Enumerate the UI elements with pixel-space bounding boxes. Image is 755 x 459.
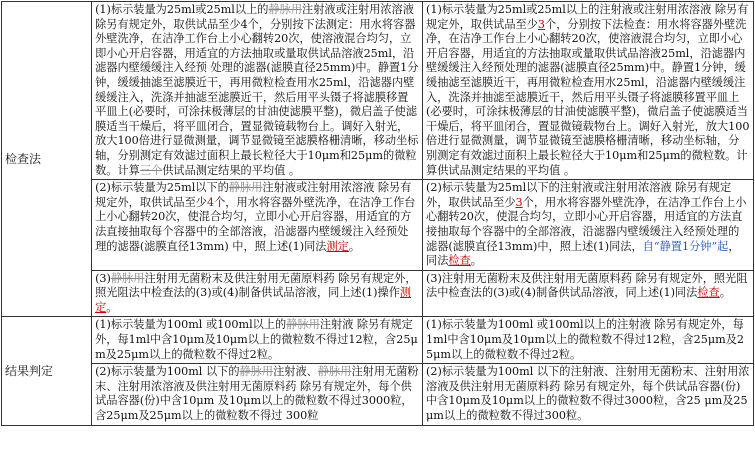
marked-text: 3: [537, 17, 546, 31]
cell-text: 注射用无菌粉末、注射用浓溶液及供注射用无菌原料药 除另有规定外，每个供试品容器(份)中含10μm 及10μm以上的微粒数不得过3000粒，含25μm及25μm以上的微粒数不得过 300粒: [95, 365, 419, 423]
check-3-old: [92, 270, 423, 317]
table-row: [2, 180, 754, 271]
check-2-old: [92, 180, 423, 271]
marked-text: 检查: [697, 286, 720, 300]
cell-text: 。: [106, 300, 118, 314]
marked-text: 静脉用: [317, 365, 352, 379]
marked-text: 3: [515, 195, 523, 209]
cell-text: 。: [719, 286, 731, 300]
marked-text: 测定: [95, 286, 412, 314]
marked-text: 静脉用: [268, 3, 303, 16]
cell-text: 注射液或注射用浓溶液 除另有规定外，取供试品至少: [95, 181, 412, 209]
cell-text: (3): [95, 271, 111, 285]
marked-text: 4: [206, 195, 215, 209]
marked-text: 三个: [139, 163, 163, 177]
result-2-new: [423, 364, 754, 425]
marked-text: 静脉用: [110, 271, 145, 285]
cell-text: 注射液或注射用浓溶液 除另有规定外，取供试品至少4个，分别按下法测定：用水将容器外壁洗净，在洁净工作台上小心翻转20次，使溶液混合均匀，立即小心开启容器，用适宜的方法抽取或量取供试品溶液25ml，沿滤器内壁缓缓注入经预 处理的滤器(滤膜直径25mm)中。静置1分钟，缓缓抽滤至滤膜近干，再用微粒检查用水25ml，沿滤器内壁缓缓注入，洗涤并抽滤至滤膜近干，然后用平头镊子将滤膜移置平皿上(必要时，可涂抹极薄层的甘油使滤膜平整)，微启盖子使滤膜适当干燥后，将平皿闭合，置显微镜载物台上。调好入射光，放大100倍进行显微测量，调节显微镜至滤膜格栅清晰，移动坐标轴，分别测定有效滤过面积上最长粒径大于10μm和25μm的微粒数。计算: [95, 3, 419, 177]
cell-text: 。: [348, 239, 361, 253]
cell-text: (2)标示装量为100ml 以下的注射液、注射用无菌粉末、注射用浓溶液及供注射用无菌原料药 除另有规定外，每个供试品容器(份)中含10μm及10μm以上的微粒数不得过3000粒，含25 μm及25μm以上的微粒数不得过300粒。: [426, 365, 750, 423]
check-3-new: [423, 270, 754, 317]
marked-text: 静脉用: [286, 318, 320, 332]
result-1-new: [423, 317, 754, 364]
table-row: [2, 270, 754, 317]
check-2-new: [423, 180, 754, 271]
check-1-old: [92, 2, 423, 180]
cell-text: (1)标示装量为100ml 或100ml以上的: [95, 318, 287, 332]
cell-text: 个，分别按下法检查：用水将容器外壁洗净，在洁净工作台上小心翻转20次，使溶液混合均匀，立即小心开启容器，用适宜的方法抽取或量取供试品溶液25ml，沿滤器内壁缓缓注入经预处理的滤器(滤膜直径25mm)中。静置1分钟，缓缓抽滤至滤膜近干，再用微粒检查用水25ml，沿滤器内壁缓缓注入，洗涤并抽滤至滤膜近干，然后用平头镊子将滤膜移置平皿上(必要时，可涂抹极薄层的甘油使滤膜平整)，微启盖子使滤膜适当干燥后，将平皿闭合，置显微镜载物台上。调好入射光，放大100倍进行显微测量，调节显微镜至滤膜格栅清晰，移动坐标轴，分别测定有效滤过面积上最长粒径大于10μm和25μm的微粒数。计算供试品测定结果的平均值 。: [426, 17, 750, 177]
check-1-new: [423, 2, 754, 180]
cell-text: (2)标示装量为25ml以下的: [95, 181, 229, 195]
cell-text: 注射用无菌粉末及供注射用无菌原料药 除另有规定外，照光阻法中检查法的(3)或(4)制备供试品溶液，同上述(1)操作: [95, 271, 417, 300]
cell-text: (1)标示装量为25ml或25ml以上的: [95, 3, 269, 16]
marked-text: 测定: [326, 239, 349, 253]
row-label-check: 检查法: [2, 2, 92, 317]
cell-text: 注射液 除另有规定外，每1ml中含10μm及10μm以上的微粒数不得过12粒，含25μm及25μm以上的微粒数不得过2粒。: [95, 318, 418, 361]
marked-text: 自“静置1分钟”起: [642, 239, 729, 253]
result-2-old: [92, 364, 423, 425]
table-row: [2, 317, 754, 364]
comparison-table: [1, 1, 754, 426]
cell-text: (2)标示装量为25ml以下的注射液或注射用浓溶液 除另有规定外，取供试品至少: [426, 181, 732, 209]
result-1-old: [92, 317, 423, 364]
cell-text: 个，用水将容器外壁洗净，在洁净工作台上小心翻转20次，使混合均匀，立即小心开启容器，用适宜的方法直接抽取每个容器中的全部溶液，沿滤器内壁缓缓注入经预处理的滤器(滤膜直径13mm)中，照上述(1)同法，: [426, 195, 747, 253]
cell-text: ，同法: [426, 239, 740, 268]
cell-text: (2)标示装量为100ml 以下的: [95, 365, 240, 379]
cell-text: 个，用水将容器外壁洗净，在洁净工作台上小心翻转20次，使混合均匀，立即小心开启容器，用适宜的方法直接抽取每个容器中的全部溶液，沿滤器内壁缓缓注入经预处理的滤器(滤膜直径13mm) 中，照上述(1)同法: [95, 195, 416, 253]
cell-text: (1)标示装量为100ml 或100ml以上的注射液 除另有规定外，每1ml中含10μm及10μm以上的微粒数不得过12粒，含25μm及25μm以上的微粒数不得过2粒。: [426, 318, 745, 361]
cell-text: 供试品测定结果的平均值 。: [162, 163, 301, 177]
cell-text: (1)标示装量为25ml或25ml以上的注射液或注射用浓溶液 除另有规定外，取供试品至少: [426, 3, 749, 31]
marked-text: 静脉用: [239, 365, 274, 379]
table-row: [2, 2, 754, 180]
cell-text: 注射液、: [273, 365, 318, 379]
cell-text: (3)注射用无菌粉末及供注射用无菌原料药 除另有规定外，照光阻法中检查法的(3)或(4)制备供试品溶液，同上述(1)同法: [426, 271, 748, 300]
table-row: [2, 364, 754, 425]
marked-text: 检查: [448, 254, 471, 268]
marked-text: 静脉用: [228, 181, 263, 195]
row-label-result: 结果判定: [2, 317, 92, 425]
cell-text: 。: [470, 254, 482, 268]
